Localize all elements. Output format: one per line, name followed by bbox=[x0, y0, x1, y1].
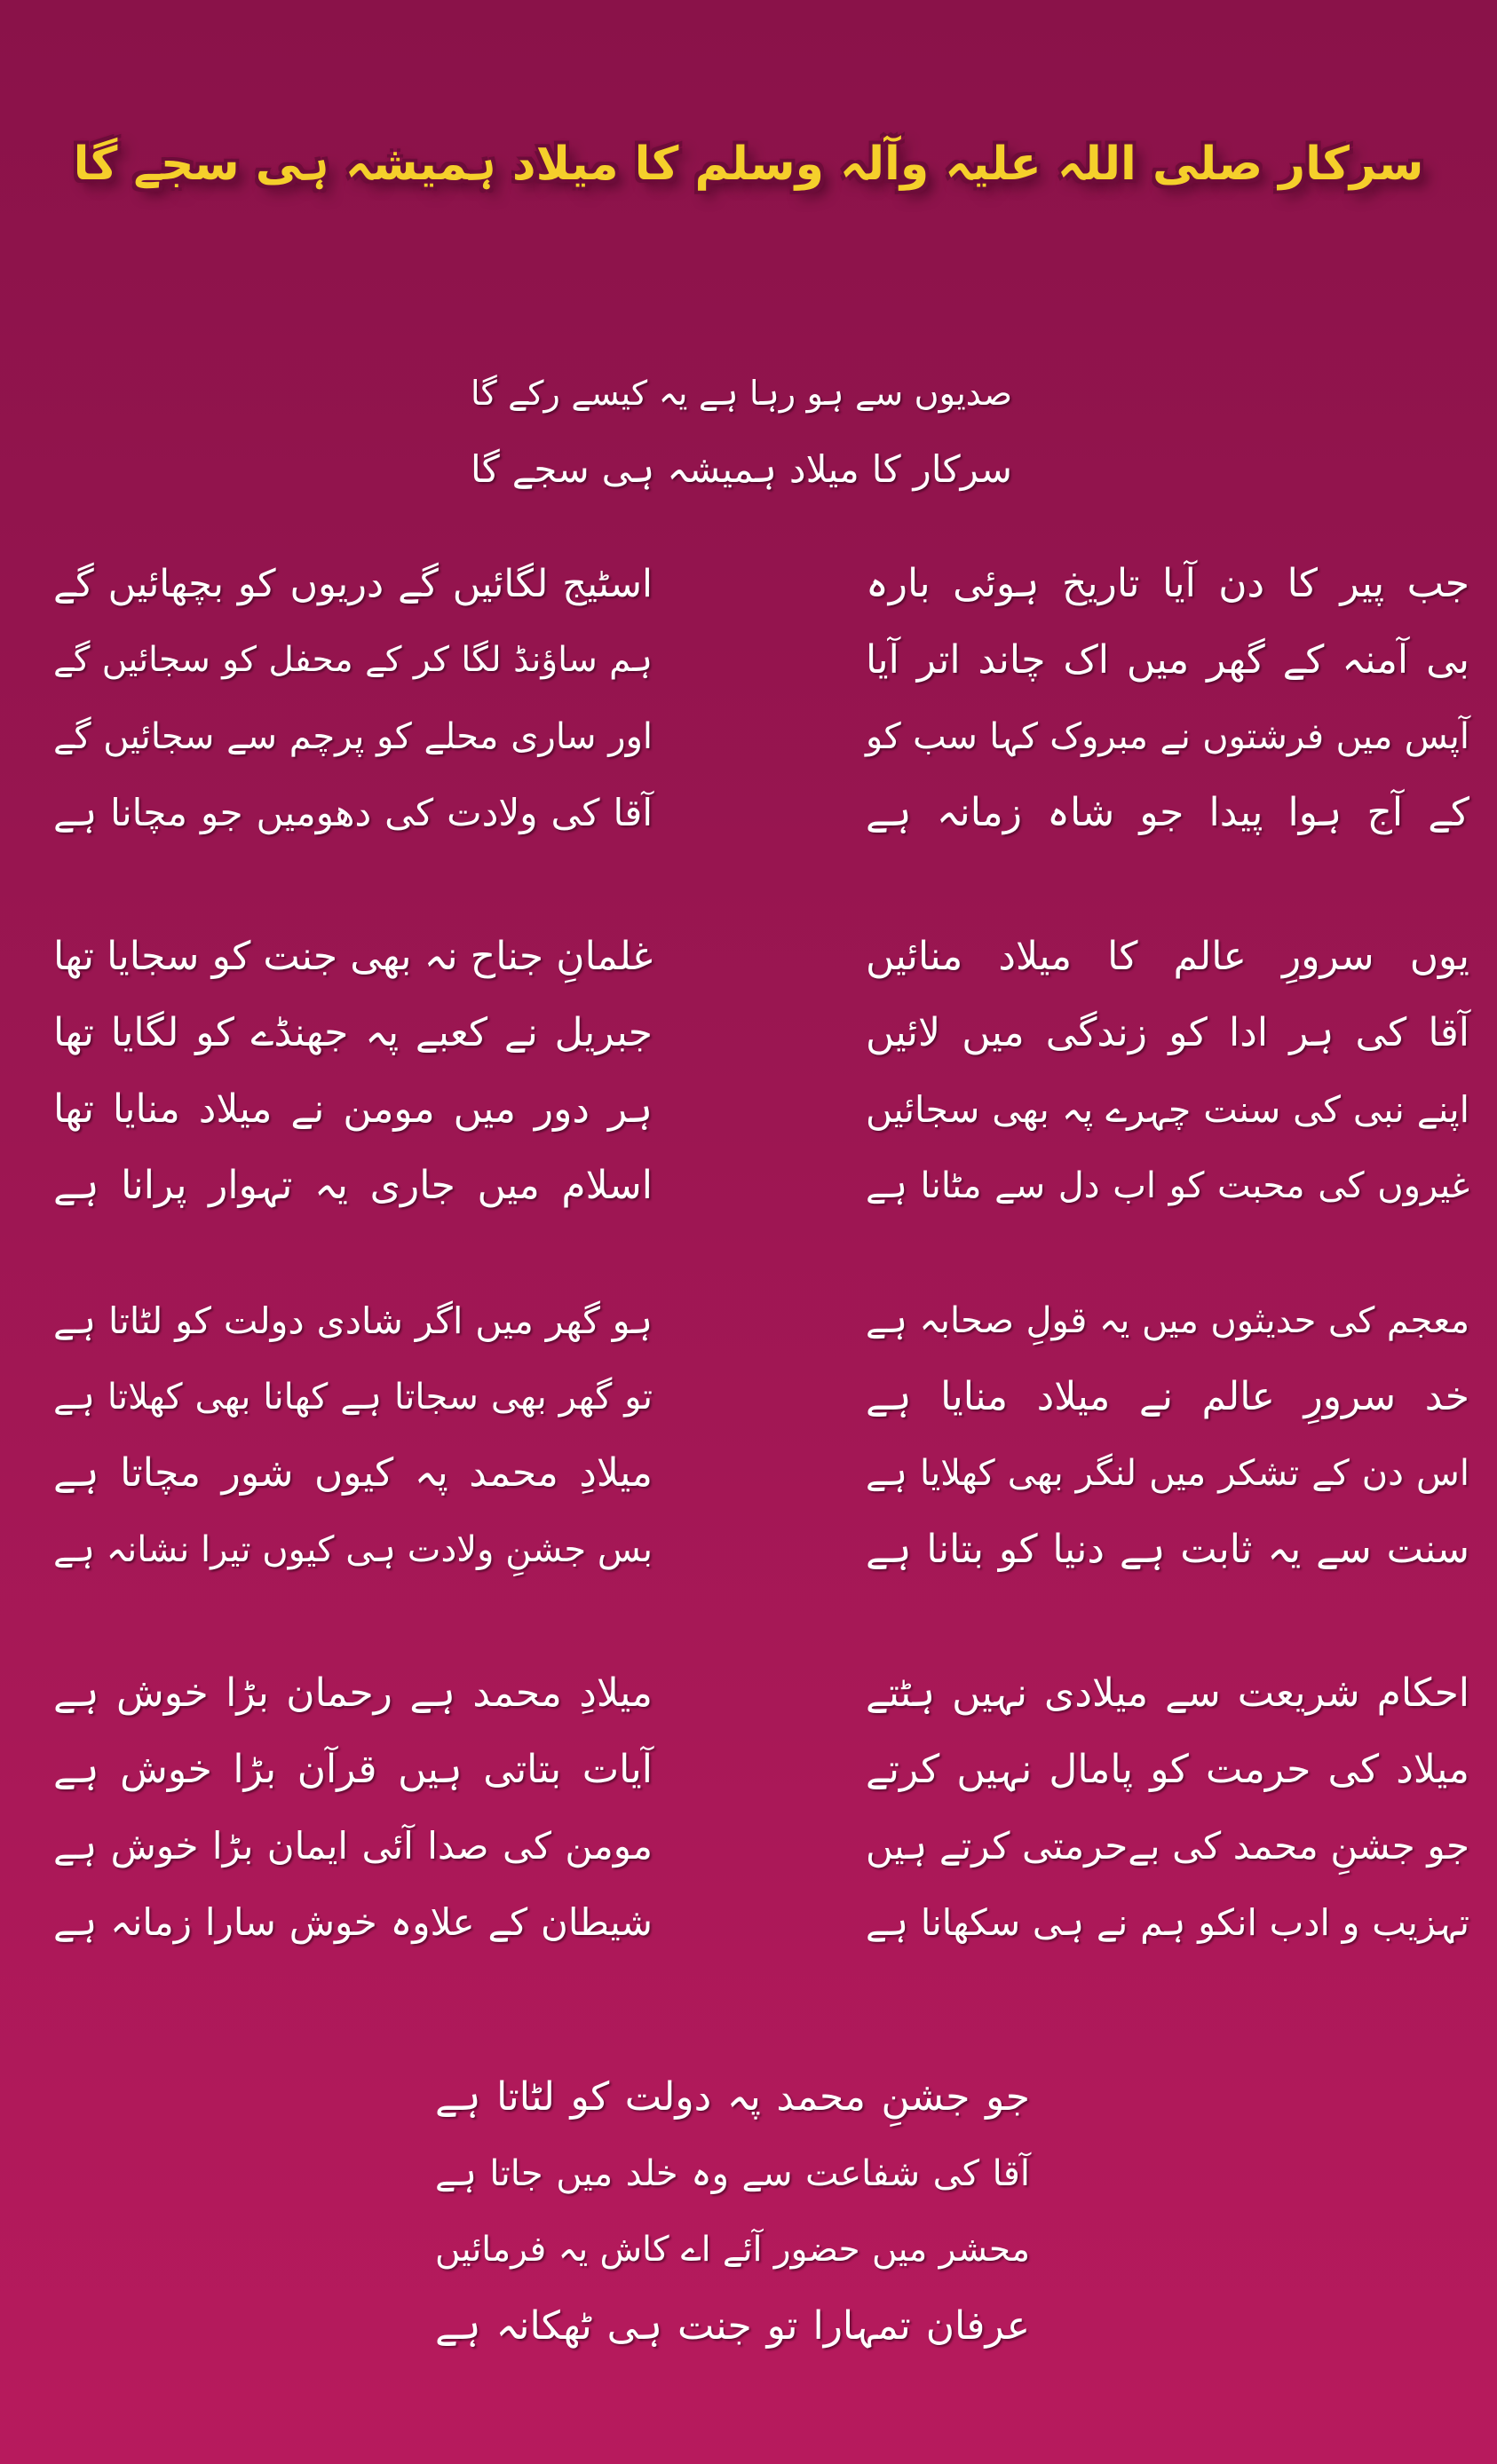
left-stanza-3 bbox=[53, 1283, 653, 1588]
stanza-line: شیطان کے علاوہ خوش سارا زمانہ ہے bbox=[53, 1900, 653, 1944]
stanza-line: محشر میں حضور آئے اے کاش یہ فرمائیں bbox=[435, 2230, 1030, 2270]
stanza-line: میلادِ محمد پہ کیوں شور مچاتا ہے bbox=[53, 1450, 653, 1496]
stanza-line: میلاد کی حرمت کو پامال نہیں کرتے bbox=[866, 1747, 1469, 1792]
stanza-line: ہو گھر میں اگر شادی دولت کو لٹاتا ہے bbox=[53, 1299, 653, 1342]
stanza-line: جو جشنِ محمد کی بےحرمتی کرتے ہیں bbox=[866, 1824, 1469, 1868]
stanza-line: جبریل نے کعبے پہ جھنڈے کو لگایا تھا bbox=[53, 1010, 653, 1055]
stanza-line: آپس میں فرشتوں نے مبروک کہا سب کو bbox=[866, 716, 1469, 757]
stanza-line: تہزیب و ادب انکو ہم نے ہی سکھانا ہے bbox=[866, 1901, 1469, 1944]
stanza-line: جو جشنِ محمد پہ دولت کو لٹاتا ہے bbox=[435, 2074, 1030, 2120]
stanza-line: آقا کی ہر ادا کو زندگی میں لائیں bbox=[866, 1010, 1469, 1055]
stanza-line: مومن کی صدا آئی ایمان بڑا خوش ہے bbox=[53, 1824, 653, 1868]
stanza-line: اس دن کے تشکر میں لنگر بھی کھلایا ہے bbox=[866, 1453, 1469, 1494]
left-stanza-2 bbox=[53, 919, 653, 1224]
stanza-line: میلادِ محمد ہے رحمان بڑا خوش ہے bbox=[53, 1670, 653, 1716]
stanza-line: سرکار کا میلاد ہمیشہ ہی سجے گا bbox=[471, 447, 1012, 491]
left-stanza-4 bbox=[53, 1655, 653, 1961]
poem-title: سرکار صلی اللہ علیہ وآلہ وسلم کا میلاد ہمیشہ ہی سجے گا bbox=[73, 138, 1424, 191]
stanza-line: کے آج ہوا پیدا جو شاہ زمانہ ہے bbox=[866, 790, 1469, 835]
stanza-line: اور ساری محلے کو پرچم سے سجائیں گے bbox=[53, 716, 653, 757]
right-stanza-1 bbox=[866, 546, 1469, 851]
stanza-line: اسٹیج لگائیں گے دریوں کو بچھائیں گے bbox=[53, 562, 653, 606]
right-stanza-3 bbox=[866, 1283, 1469, 1588]
stanza-line: جب پیر کا دن آیا تاریخ ہوئی بارہ bbox=[866, 561, 1469, 606]
right-stanza-4 bbox=[866, 1655, 1469, 1961]
stanza-line: اپنے نبی کی سنت چہرے پہ بھی سجائیں bbox=[866, 1088, 1469, 1131]
stanza-line: تو گھر بھی سجاتا ہے کھانا بھی کھلاتا ہے bbox=[53, 1377, 653, 1418]
right-stanza-2 bbox=[866, 919, 1469, 1224]
stanza-line: آیات بتاتی ہیں قرآن بڑا خوش ہے bbox=[53, 1747, 653, 1792]
stanza-line: بس جشنِ ولادت ہی کیوں تیرا نشانہ ہے bbox=[53, 1529, 653, 1570]
stanza-line: آقا کی شفاعت سے وہ خلد میں جاتا ہے bbox=[435, 2153, 1030, 2194]
stanza-line: ہم ساؤنڈ لگا کر کے محفل کو سجائیں گے bbox=[53, 640, 653, 680]
stanza-line: عرفان تمہارا تو جنت ہی ٹھکانہ ہے bbox=[435, 2303, 1030, 2349]
stanza-line: بی آمنہ کے گھر میں اک چاند اتر آیا bbox=[866, 637, 1469, 683]
intro-stanza bbox=[471, 355, 1012, 508]
outro-stanza bbox=[435, 2059, 1030, 2365]
stanza-line: اسلام میں جاری یہ تہوار پرانا ہے bbox=[53, 1163, 653, 1208]
stanza-line: سنت سے یہ ثابت ہے دنیا کو بتانا ہے bbox=[866, 1527, 1469, 1572]
stanza-line: خد سرورِ عالم نے میلاد منایا ہے bbox=[866, 1374, 1469, 1419]
stanza-line: معجم کی حدیثوں میں یہ قولِ صحابہ ہے bbox=[866, 1300, 1469, 1341]
stanza-line: احکام شریعت سے میلادی نہیں ہٹتے bbox=[866, 1670, 1469, 1716]
stanza-line: یوں سرورِ عالم کا میلاد منائیں bbox=[866, 934, 1469, 979]
stanza-line: صدیوں سے ہو رہا ہے یہ کیسے رکے گا bbox=[471, 374, 1012, 413]
stanza-line: غلمانِ جناح نہ بھی جنت کو سجایا تھا bbox=[53, 934, 653, 979]
left-stanza-1 bbox=[53, 546, 653, 851]
stanza-line: غیروں کی محبت کو اب دل سے مٹانا ہے bbox=[866, 1165, 1469, 1206]
stanza-line: آقا کی ولادت کی دھومیں جو مچانا ہے bbox=[53, 791, 653, 834]
stanza-line: ہر دور میں مومن نے میلاد منایا تھا bbox=[53, 1086, 653, 1132]
